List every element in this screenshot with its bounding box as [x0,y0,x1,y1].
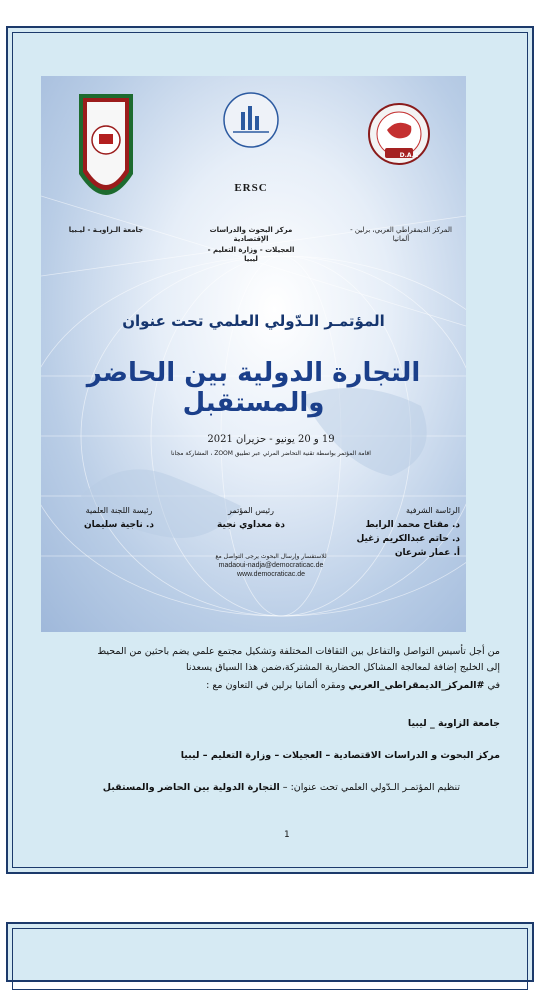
conference-poster [41,76,466,632]
zawia-university-logo-icon [75,84,137,216]
closing-prefix: تنظيم المؤتمـر الـدّولي العلمي تحت عنوان: – [279,782,460,793]
scientific-head-title: رئيسة اللجنة العلمية [85,506,153,515]
conference-head [211,504,291,532]
contact-line: للاستفسار وإرسال البحوث يرجى التواصل مع [215,553,327,560]
contact-website[interactable]: www.democraticac.de [236,571,306,578]
paragraph-line-1: من أجل تأسيس التواصل والتفاعل بين الثقافات المختلفة وتشكيل مجتمع علمي يضم باحثين من المحيط [97,646,500,657]
contact-block [201,552,341,579]
conference-head-name: دة معداوي نجية [217,520,285,530]
dac-caption: المركز الديمقراطي العربي، برلين - ألمانيا [350,226,452,243]
ersc-caption-1: مركز البحوث والدراسات الإقتصادية [209,226,293,243]
contact-email[interactable]: madaoui-nadja@democraticac.de [218,562,324,569]
scientific-committee-head [69,504,169,532]
next-page-border [12,928,528,990]
conference-note: اقامة المؤتمر بواسطة تقنية التحاضر المرئي عبر تطبيق ZOOM ، المشاركة مجانا [171,450,371,457]
partner-2: مركز البحوث و الدراسات الاقتصادية – العجيلات – وزارة التعليم – ليبيا [180,750,500,761]
ersc-caption-2: العجيلات - وزارة التعليم - ليبيا [207,246,295,263]
dac-logo-icon [367,96,431,176]
conference-intro: المؤتمـر الـدّولي العلمي تحت عنوان [122,312,385,330]
paragraph-line-3 [30,680,500,691]
line3-suffix: ومقره ألمانيا برلين في التعاون مع : [206,680,349,691]
hashtag-dac[interactable]: #المركز_الديمقراطي_العربي [348,680,485,691]
partner-1: جامعة الزاوية _ ليبيا [407,718,500,729]
line3-prefix: في [484,680,500,691]
ersc-logo-icon [221,90,281,150]
closing-line [30,782,460,793]
honorary-name-2: د. حاتم عبدالكريم زغيل [356,534,460,544]
honorary-name-1: د. مفتاح محمد الرابط [365,520,460,530]
conference-date: 19 و 20 يونيو - حزيران 2021 [207,434,335,445]
dac-logo-label: D.A.C [399,152,419,159]
honorary-name-3: أ. عمار شرعان [394,548,460,558]
paragraph-line-2: إلى الخليج إضافة لمعالجة المشاكل الحضارية المشتركة،ضمن هذا السياق يسعدنا [186,662,500,673]
conference-head-title: رئيس المؤتمر [228,506,274,515]
conference-title: التجارة الدولية بين الحاضر والمستقبل [86,358,421,418]
zawia-caption: جامعة الـزاويـة - ليـبيا [68,226,144,234]
next-page [6,922,534,982]
ersc-label: ERSC [234,182,268,194]
closing-title: التجارة الدولية بين الحاضر والمستقبل [102,782,280,793]
honorary-presidency [350,504,460,560]
page-number: 1 [284,830,290,840]
honorary-head-title: الرئاسة الشرفية [405,506,460,515]
scientific-head-name: د. ناجية سليمان [84,520,154,530]
